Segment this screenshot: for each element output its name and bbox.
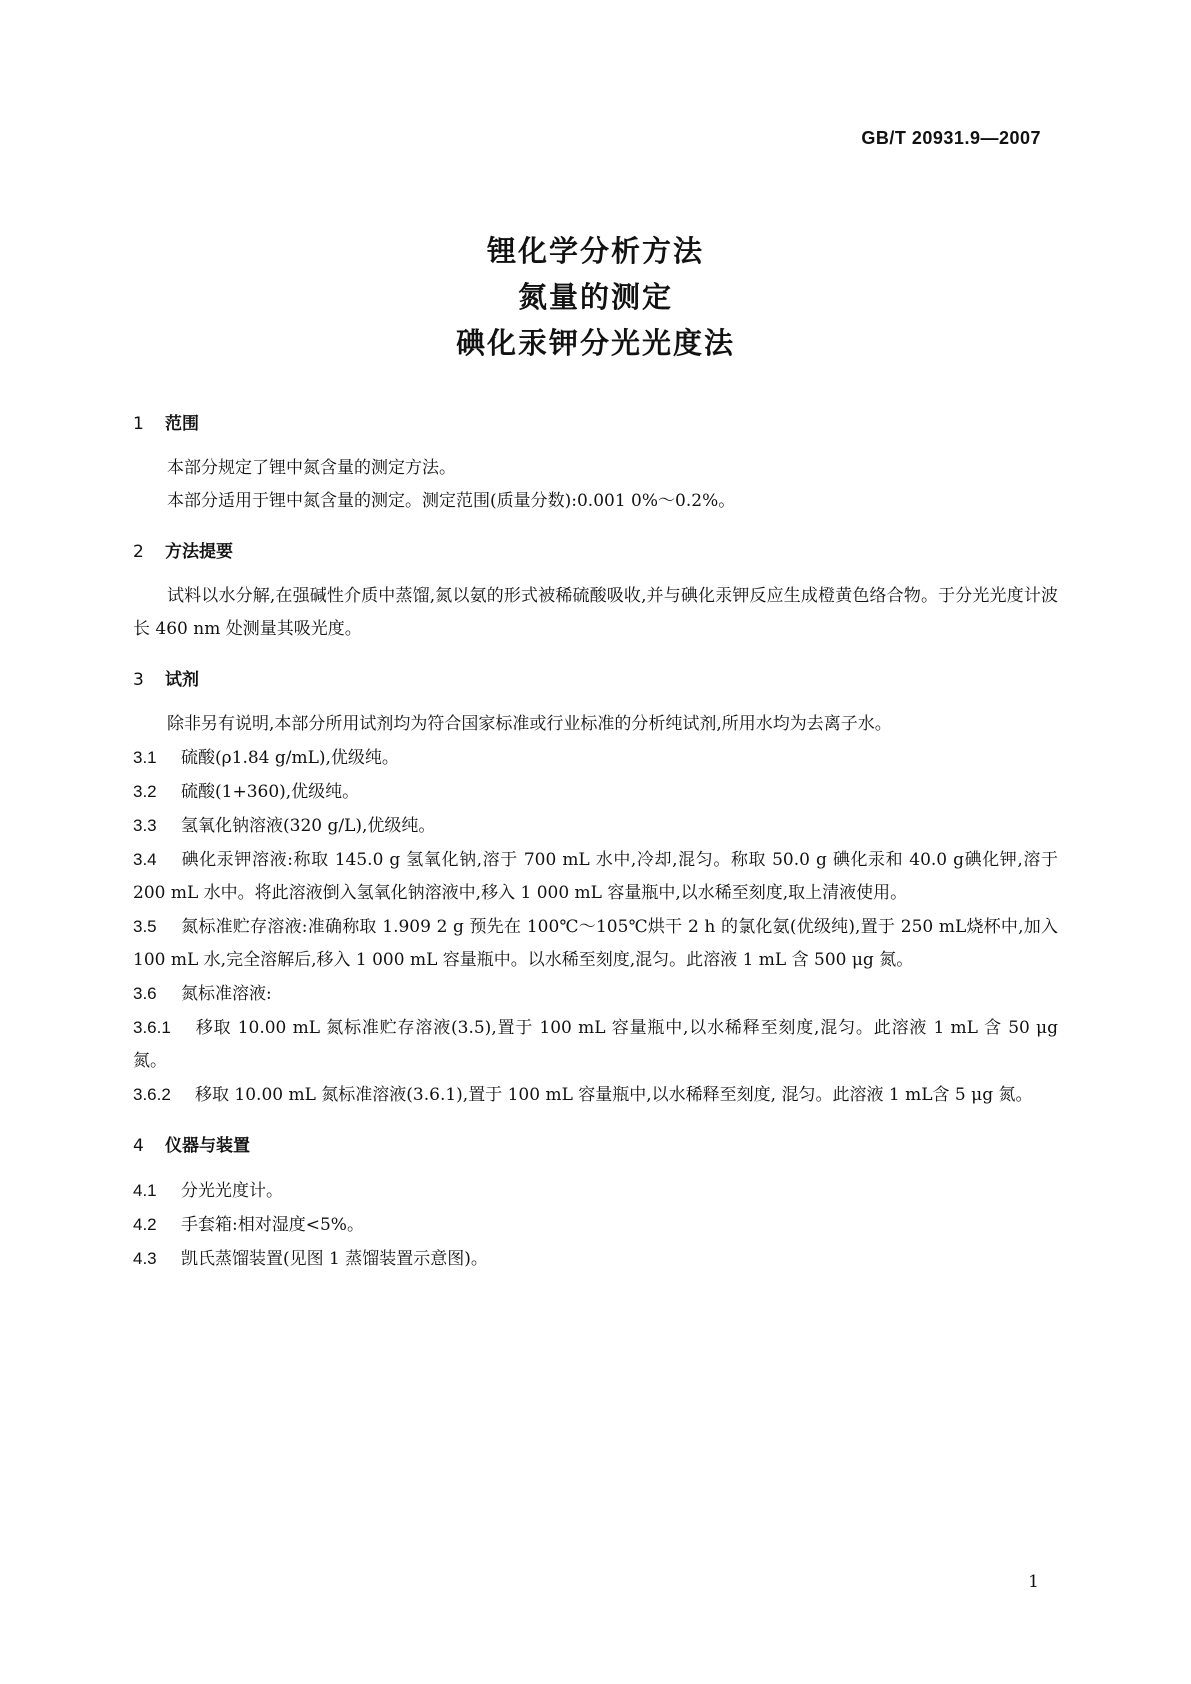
document-body [133, 410, 1058, 1276]
clause-4-1: 4.1 分光光度计。 [133, 1181, 283, 1201]
section-title: 仪器与装置 [165, 1136, 250, 1156]
section-1-paragraph-1: 本部分规定了锂中氮含量的测定方法。 [167, 458, 456, 478]
section-2-heading [133, 538, 1058, 566]
title-line-1: 锂化学分析方法 [486, 234, 704, 268]
clause-4-3: 4.3 凯氏蒸馏装置(见图 1 蒸馏装置示意图)。 [133, 1249, 488, 1269]
section-1-paragraph-2: 本部分适用于锂中氮含量的测定。测定范围(质量分数):0.001 0%～0.2%。 [167, 491, 736, 511]
clause-3-4: 3.4 碘化汞钾溶液:称取 145.0 g 氢氧化钠,溶于 700 mL 水中,冷却,混匀。称取 50.0 g 碘化汞和 40.0 g碘化钾,溶于 200 mL 水中。将此溶液倒入氢氧化钠溶液中,移入 1 000 mL 容量瓶中,以水稀至刻度,取上清液使用。 [133, 850, 1058, 903]
section-4-heading [133, 1132, 1058, 1160]
title-line-3: 碘化汞钾分光光度法 [455, 326, 735, 360]
section-number: 4 [133, 1136, 144, 1156]
clause-3-2: 3.2 硫酸(1+360),优级纯。 [133, 782, 360, 802]
section-1-heading [133, 410, 1058, 438]
section-title: 试剂 [165, 670, 199, 690]
clause-3-3: 3.3 氢氧化钠溶液(320 g/L),优级纯。 [133, 816, 436, 836]
section-number: 3 [133, 670, 144, 690]
clause-4-2: 4.2 手套箱:相对湿度<5%。 [133, 1215, 364, 1235]
section-3-intro: 除非另有说明,本部分所用试剂均为符合国家标准或行业标准的分析纯试剂,所用水均为去离子水。 [167, 714, 892, 734]
section-number: 2 [133, 542, 144, 562]
clause-3-6-2: 3.6.2 移取 10.00 mL 氮标准溶液(3.6.1),置于 100 mL 容量瓶中,以水稀释至刻度, 混匀。此溶液 1 mL含 5 μg 氮。 [133, 1085, 1033, 1105]
section-2-paragraph: 试料以水分解,在强碱性介质中蒸馏,氮以氨的形式被稀硫酸吸收,并与碘化汞钾反应生成橙黄色络合物。于分光光度计波长 460 nm 处测量其吸光度。 [133, 586, 1058, 639]
clause-3-1: 3.1 硫酸(ρ1.84 g/mL),优级纯。 [133, 748, 399, 768]
clause-3-5: 3.5 氮标准贮存溶液:准确称取 1.909 2 g 预先在 100℃～105℃烘干 2 h 的氯化氨(优级纯),置于 250 mL烧杯中,加入 100 mL 水,完全溶解后,移入 1 000 mL 容量瓶中。以水稀至刻度,混匀。此溶液 1 mL 含 500 μg 氮。 [133, 917, 1058, 970]
document-title [0, 228, 1191, 366]
clause-3-6: 3.6 氮标准溶液: [133, 984, 272, 1004]
section-title: 方法提要 [165, 542, 233, 562]
section-title: 范围 [165, 414, 199, 434]
page-number: 1 [1028, 1572, 1039, 1592]
title-line-2: 氮量的测定 [517, 280, 673, 314]
section-3-heading [133, 666, 1058, 694]
clause-3-6-1: 3.6.1 移取 10.00 mL 氮标准贮存溶液(3.5),置于 100 mL 容量瓶中,以水稀释至刻度,混匀。此溶液 1 mL 含 50 μg 氮。 [133, 1018, 1058, 1071]
standard-number: GB/T 20931.9—2007 [861, 128, 1041, 148]
section-number: 1 [133, 414, 144, 434]
